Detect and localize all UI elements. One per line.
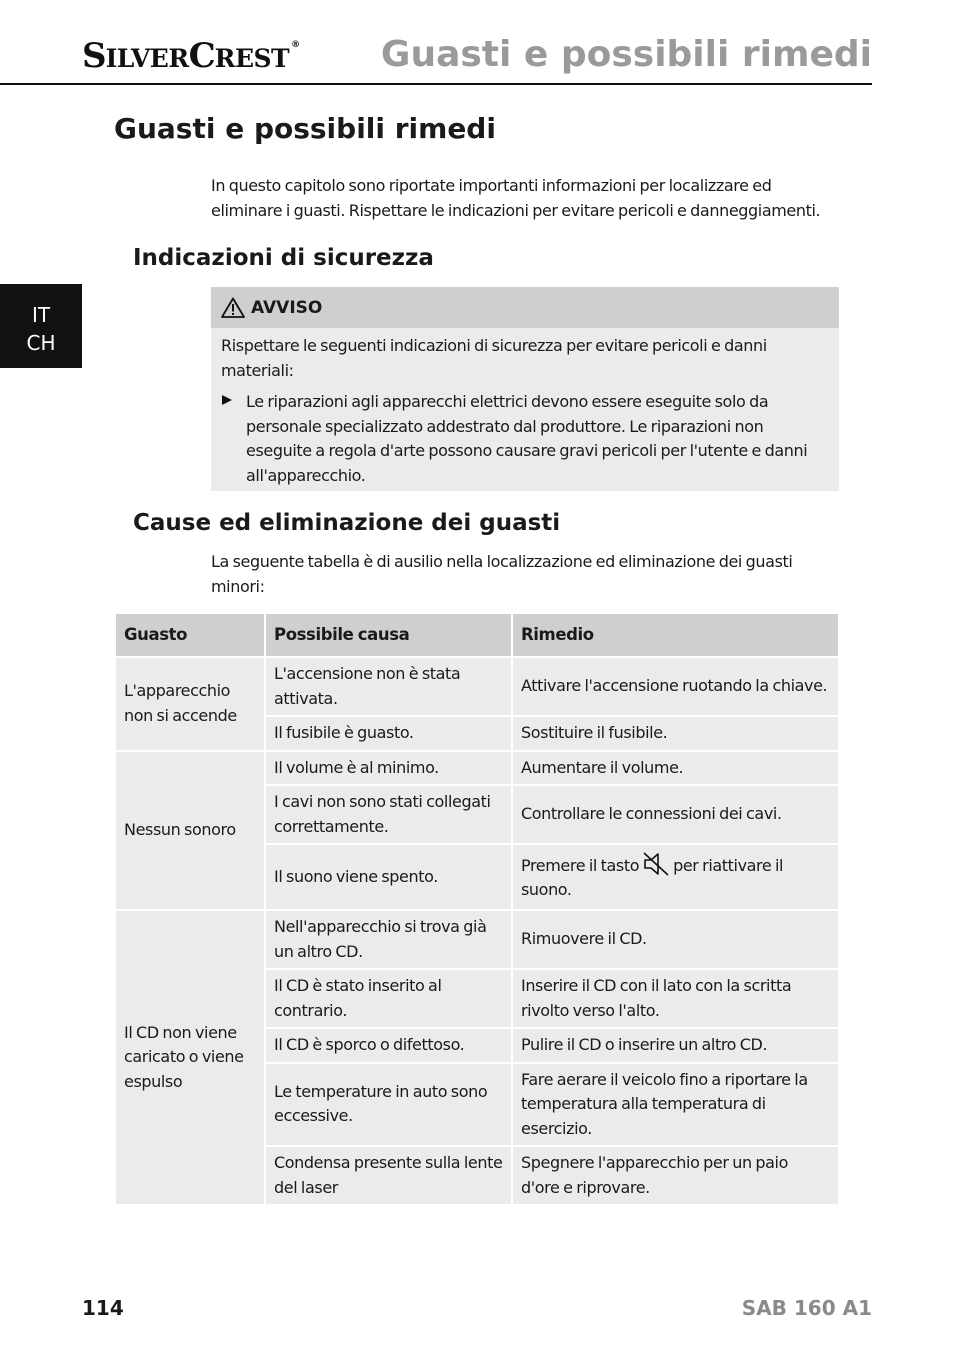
header-divider [0,83,872,85]
language-tab-it: IT [31,303,51,327]
registered-mark: ® [291,40,300,50]
causes-intro: La seguente tabella è di ausilio nella localizzazione ed eliminazione dei guasti minori: [211,552,793,596]
remedy-cell: Aumentare il volume. [513,752,838,785]
cause-cell: Il suono viene spento. [266,845,511,909]
warning-box [211,287,839,491]
table-header-row [116,614,838,656]
brand-rest-crest: REST [214,44,290,73]
brand-initial-s: S [82,36,106,76]
fault-cell: Nessun sonoro [116,752,264,910]
cause-cell: Il volume è al minimo. [266,752,511,785]
language-tab-ch: CH [26,331,56,355]
remedy-cell: Inserire il CD con il lato con la scritta rivolto verso l'alto. [513,970,838,1027]
cause-cell: Condensa presente sulla lente del laser [266,1147,511,1204]
table-row [116,658,838,715]
brand-logo [82,36,299,76]
remedy-cell: Controllare le connessioni dei cavi. [513,786,838,843]
page-number: 114 [82,1296,124,1320]
table-row [116,911,838,968]
warning-body [211,328,839,488]
remedy-cell: Fare aerare il veicolo fino a riportare la temperatura alla temperatura di esercizio. [513,1064,838,1146]
cause-cell: I cavi non sono stati collegati correttamente. [266,786,511,843]
causes-heading: Cause ed eliminazione dei guasti [133,510,561,536]
warning-list-item [221,390,829,488]
remedy-cell: Rimuovere il CD. [513,911,838,968]
cause-cell: Il CD è sporco o difettoso. [266,1029,511,1062]
remedy-text-after: per riattivare il suono. [521,855,784,899]
cause-cell: Il CD è stato inserito al contrario. [266,970,511,1027]
brand-initial-c: C [188,36,215,76]
warning-label: AVVISO [251,297,323,318]
header-title: Guasti e possibili rimedi [380,34,872,75]
language-tab [0,284,82,368]
warning-item-text: Le riparazioni agli apparecchi elettrici devono essere eseguite solo da personale specializzato addestrato dal produttore. Le riparazioni non eseguite a regola d'arte possono causare gravi pericoli per l'utente e danni all'apparecchio. [246,392,808,485]
triangle-bullet-icon [221,390,246,488]
header-fault: Guasto [116,614,264,656]
remedy-text-before: Premere il tasto [521,855,640,875]
remedy-cell [513,845,838,909]
remedy-cell: Attivare l'accensione ruotando la chiave. [513,658,838,715]
cause-cell: Le temperature in auto sono eccessive. [266,1064,511,1146]
header-remedy: Rimedio [513,614,838,656]
model-number: SAB 160 A1 [741,1296,872,1320]
warning-header [211,287,839,328]
remedy-cell: Spegnere l'apparecchio per un paio d'ore e riprovare. [513,1147,838,1204]
remedy-cell: Sostituire il fusibile. [513,717,838,750]
brand-rest-silver: ILVER [105,44,189,73]
fault-cell: Il CD non viene caricato o viene espulso [116,911,264,1204]
cause-cell: Il fusibile è guasto. [266,717,511,750]
warning-triangle-icon [221,297,245,318]
mute-icon [643,852,669,876]
safety-heading: Indicazioni di sicurezza [133,245,434,271]
fault-table [114,612,840,1206]
fault-cell: L'apparecchio non si accende [116,658,264,750]
warning-text: Rispettare le seguenti indicazioni di sicurezza per evitare pericoli e danni materiali: [221,336,767,380]
header-cause: Possibile causa [266,614,511,656]
section-title: Guasti e possibili rimedi [114,112,496,145]
cause-cell: Nell'apparecchio si trova già un altro CD. [266,911,511,968]
table-row [116,752,838,785]
section-intro: In questo capitolo sono riportate importanti informazioni per localizzare ed eliminare i guasti. Rispettare le indicazioni per evitare pericoli e danneggiamenti. [211,176,821,220]
cause-cell: L'accensione non è stata attivata. [266,658,511,715]
remedy-cell: Pulire il CD o inserire un altro CD. [513,1029,838,1062]
